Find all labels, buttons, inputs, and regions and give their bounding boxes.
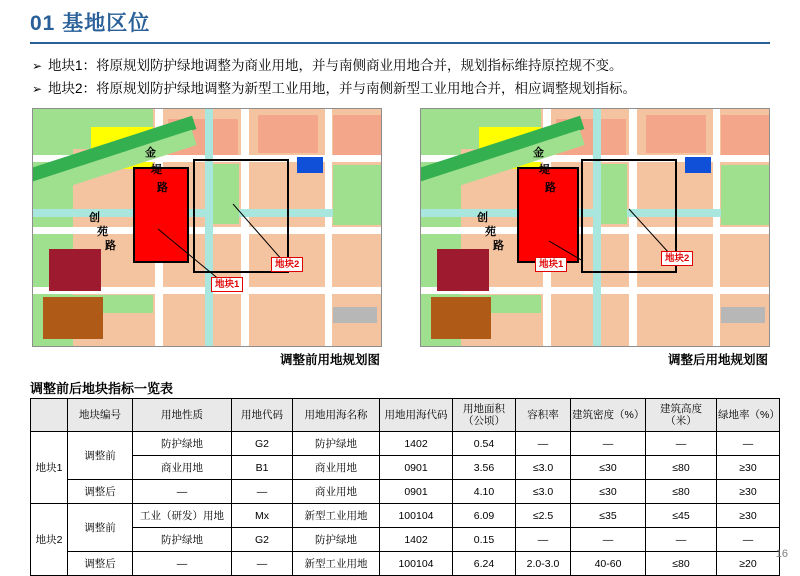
cell-area: 0.54: [453, 432, 516, 456]
cell-sea-name: 商业用地: [293, 456, 380, 480]
cell-sea-code: 100104: [380, 552, 453, 576]
street-label: 苑: [485, 226, 496, 238]
cell-height: ≤80: [646, 552, 717, 576]
cell-green-rate: ≥30: [717, 480, 780, 504]
cell-area: 0.15: [453, 528, 516, 552]
map-before-adjustment: [32, 108, 382, 347]
table-body: [31, 432, 780, 576]
row-status: 调整前: [68, 504, 133, 552]
table-row: [31, 552, 780, 576]
page-number: 16: [775, 548, 788, 560]
street-label: 路: [157, 182, 168, 194]
cell-green-rate: ≥20: [717, 552, 780, 576]
leader-lines: [33, 109, 381, 346]
page-title-text: 01 基地区位: [30, 12, 151, 35]
row-status: 调整前: [68, 432, 133, 480]
list-item: [32, 56, 772, 76]
col-area: 用地面积（公顷）: [453, 399, 516, 432]
parcel-label-1: 地块1: [535, 257, 567, 272]
col-density: 建筑密度（%）: [571, 399, 646, 432]
group-label: 地块1: [31, 432, 68, 504]
parcel-label-1: 地块1: [211, 277, 243, 292]
cell-area: 6.09: [453, 504, 516, 528]
bullet-list: [32, 56, 772, 102]
col-height: 建筑高度（米）: [646, 399, 717, 432]
street-label: 金: [533, 147, 544, 159]
col-sea-name: 用地用海名称: [293, 399, 380, 432]
street-label: 金: [145, 147, 156, 159]
cell-density: ≤35: [571, 504, 646, 528]
cell-land-code: —: [232, 480, 293, 504]
street-label: 路: [545, 182, 556, 194]
cell-far: —: [516, 528, 571, 552]
cell-land-nature: 防护绿地: [133, 432, 232, 456]
cell-far: ≤2.5: [516, 504, 571, 528]
street-label: 堤: [151, 164, 162, 176]
cell-green-rate: ≥30: [717, 456, 780, 480]
cell-sea-code: 0901: [380, 480, 453, 504]
col-green-rate: 绿地率（%）: [717, 399, 780, 432]
street-label: 创: [477, 212, 488, 224]
table-row: [31, 504, 780, 528]
cell-density: —: [571, 528, 646, 552]
bullet-marker-icon: ➢: [32, 59, 43, 73]
col-far: 容积率: [516, 399, 571, 432]
table-row: [31, 480, 780, 504]
cell-height: ≤45: [646, 504, 717, 528]
list-item: [32, 79, 772, 99]
row-status: 调整后: [68, 480, 133, 504]
cell-far: 2.0-3.0: [516, 552, 571, 576]
col-land-nature: 用地性质: [133, 399, 232, 432]
table-header-row: [31, 399, 780, 432]
cell-green-rate: ≥30: [717, 504, 780, 528]
cell-far: —: [516, 432, 571, 456]
cell-height: ≤80: [646, 480, 717, 504]
table-row: [31, 528, 780, 552]
cell-land-code: G2: [232, 432, 293, 456]
cell-sea-name: 防护绿地: [293, 528, 380, 552]
cell-sea-code: 1402: [380, 528, 453, 552]
cell-density: 40-60: [571, 552, 646, 576]
parcel-label-2: 地块2: [661, 251, 693, 266]
map-before-caption: 调整前用地规划图: [279, 353, 380, 367]
group-label: 地块2: [31, 504, 68, 576]
cell-sea-code: 1402: [380, 432, 453, 456]
col-blank: [31, 399, 68, 432]
cell-sea-code: 0901: [380, 456, 453, 480]
cell-land-nature: 商业用地: [133, 456, 232, 480]
street-label: 堤: [539, 164, 550, 176]
bullet-marker-icon: ➢: [32, 82, 43, 96]
cell-land-code: G2: [232, 528, 293, 552]
indicator-table: [30, 398, 780, 576]
cell-land-code: —: [232, 552, 293, 576]
map-after-caption: 调整后用地规划图: [667, 353, 768, 367]
title-divider: [30, 42, 770, 44]
cell-land-nature: —: [133, 552, 232, 576]
row-status: 调整后: [68, 552, 133, 576]
cell-far: ≤3.0: [516, 480, 571, 504]
page-title: [30, 10, 770, 42]
cell-height: ≤80: [646, 456, 717, 480]
cell-land-nature: 工业（研发）用地: [133, 504, 232, 528]
col-parcel-no: 地块编号: [68, 399, 133, 432]
cell-far: ≤3.0: [516, 456, 571, 480]
cell-land-code: Mx: [232, 504, 293, 528]
cell-land-code: B1: [232, 456, 293, 480]
parcel-label-2: 地块2: [271, 257, 303, 272]
map-after-adjustment: [420, 108, 770, 347]
cell-sea-name: 防护绿地: [293, 432, 380, 456]
bullet-text: 地块1：将原规划防护绿地调整为商业用地，并与南侧商业用地合并，规划指标维持原控规不变。: [48, 58, 623, 73]
street-label: 创: [89, 212, 100, 224]
cell-land-nature: —: [133, 480, 232, 504]
bullet-text: 地块2：将原规划防护绿地调整为新型工业用地，并与南侧新型工业用地合并，相应调整规划指标。: [48, 81, 637, 96]
col-sea-code: 用地用海代码: [380, 399, 453, 432]
cell-sea-name: 商业用地: [293, 480, 380, 504]
street-label: 苑: [97, 226, 108, 238]
cell-area: 6.24: [453, 552, 516, 576]
cell-green-rate: —: [717, 528, 780, 552]
table-row: [31, 456, 780, 480]
cell-height: —: [646, 432, 717, 456]
table-title: 调整前后地块指标一览表: [30, 381, 174, 396]
cell-density: ≤30: [571, 456, 646, 480]
col-land-code: 用地代码: [232, 399, 293, 432]
table-row: [31, 432, 780, 456]
leader-lines: [421, 109, 769, 346]
cell-density: ≤30: [571, 480, 646, 504]
street-label: 路: [493, 240, 504, 252]
street-label: 路: [105, 240, 116, 252]
cell-sea-name: 新型工业用地: [293, 504, 380, 528]
cell-sea-name: 新型工业用地: [293, 552, 380, 576]
table-header: [31, 399, 780, 432]
cell-area: 3.56: [453, 456, 516, 480]
cell-area: 4.10: [453, 480, 516, 504]
cell-land-nature: 防护绿地: [133, 528, 232, 552]
cell-density: —: [571, 432, 646, 456]
cell-green-rate: —: [717, 432, 780, 456]
cell-height: —: [646, 528, 717, 552]
cell-sea-code: 100104: [380, 504, 453, 528]
